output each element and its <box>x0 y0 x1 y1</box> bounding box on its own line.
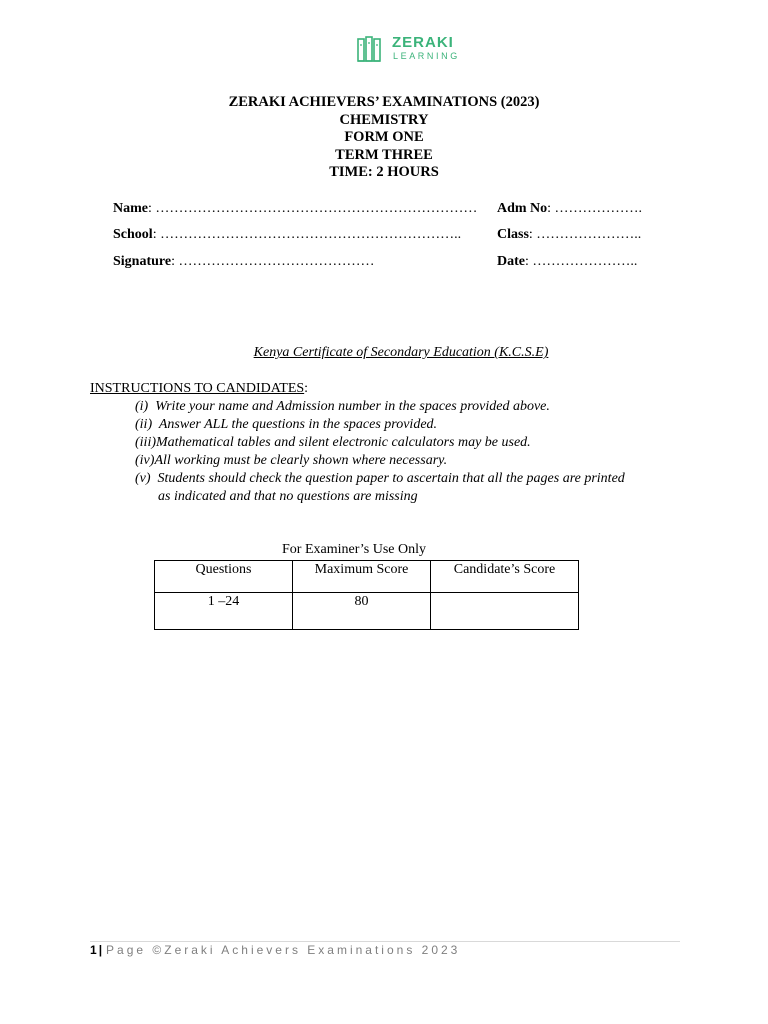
adm-no-blank: : ………………. <box>547 201 643 216</box>
class-label: Class <box>497 227 529 242</box>
footer-divider <box>90 941 680 942</box>
signature-field[interactable] <box>113 254 374 270</box>
table-header-row <box>155 561 579 593</box>
header-questions: Questions <box>155 561 293 593</box>
table-row <box>155 593 579 630</box>
instruction-number: (iii) <box>135 435 156 450</box>
date-field[interactable] <box>497 254 637 270</box>
instruction-item <box>135 417 437 433</box>
instructions-title-colon: : <box>304 381 309 396</box>
class-field[interactable] <box>497 227 641 243</box>
instruction-number: (v) <box>135 471 151 486</box>
page-footer <box>90 943 460 957</box>
kcse-title: Kenya Certificate of Secondary Education (K.C.S.E) <box>253 345 549 360</box>
date-blank: : ………………….. <box>525 254 638 269</box>
header-max-score: Maximum Score <box>293 561 431 593</box>
logo-subtitle: LEARNING <box>393 51 460 61</box>
footer-text: Page ©Zeraki Achievers Examinations 2023 <box>106 943 461 957</box>
instruction-text: All working must be clearly shown where necessary. <box>154 453 448 468</box>
school-field[interactable] <box>113 227 461 243</box>
form-title: FORM ONE <box>344 129 424 145</box>
date-label: Date <box>497 254 525 269</box>
examiner-table <box>154 560 579 630</box>
instruction-text: Mathematical tables and silent electronic calculators may be used. <box>156 435 531 450</box>
name-field[interactable] <box>113 201 477 217</box>
class-blank: : ………………….. <box>528 227 642 242</box>
instructions-title <box>90 381 308 397</box>
logo-name: ZERAKI <box>392 34 454 51</box>
adm-no-label: Adm No <box>497 201 548 216</box>
examiner-caption: For Examiner’s Use Only <box>282 542 426 557</box>
instructions-title-text: INSTRUCTIONS TO CANDIDATES <box>90 381 305 396</box>
name-label: Name <box>113 201 148 216</box>
cell-max-score: 80 <box>293 593 431 630</box>
instruction-item <box>135 399 550 415</box>
signature-label: Signature <box>113 254 172 269</box>
school-label: School <box>113 227 153 242</box>
instruction-item <box>135 453 447 469</box>
instruction-continuation: as indicated and that no questions are missing <box>158 489 418 504</box>
instruction-item <box>135 435 531 451</box>
header-candidate-score: Candidate’s Score <box>431 561 579 593</box>
school-blank: : ……………………………………………………….. <box>152 227 462 242</box>
term-title: TERM THREE <box>335 146 433 163</box>
signature-blank: : …………………………………… <box>171 254 375 269</box>
exam-title: ZERAKI ACHIEVERS’ EXAMINATIONS (2023) <box>228 94 540 110</box>
instruction-item <box>135 471 625 487</box>
exam-heading <box>0 94 768 182</box>
instruction-text: Students should check the question paper to ascertain that all the pages are printed <box>157 471 625 486</box>
cell-candidate-score[interactable] <box>431 593 579 630</box>
adm-no-field[interactable] <box>497 201 642 217</box>
cell-questions: 1 –24 <box>155 593 293 630</box>
page-number: 1 <box>90 943 97 957</box>
time-title: TIME: 2 HOURS <box>329 164 439 180</box>
instruction-text: Write your name and Admission number in the spaces provided above. <box>155 399 550 414</box>
instruction-number: (ii) <box>135 417 153 432</box>
instruction-number: (iv) <box>135 453 155 468</box>
footer-separator: | <box>98 943 103 957</box>
subject-title: CHEMISTRY <box>339 111 429 128</box>
instruction-number: (i) <box>135 399 149 414</box>
name-blank: : …………………………………………………………… <box>148 201 478 216</box>
instruction-text: Answer ALL the questions in the spaces provided. <box>158 417 438 432</box>
